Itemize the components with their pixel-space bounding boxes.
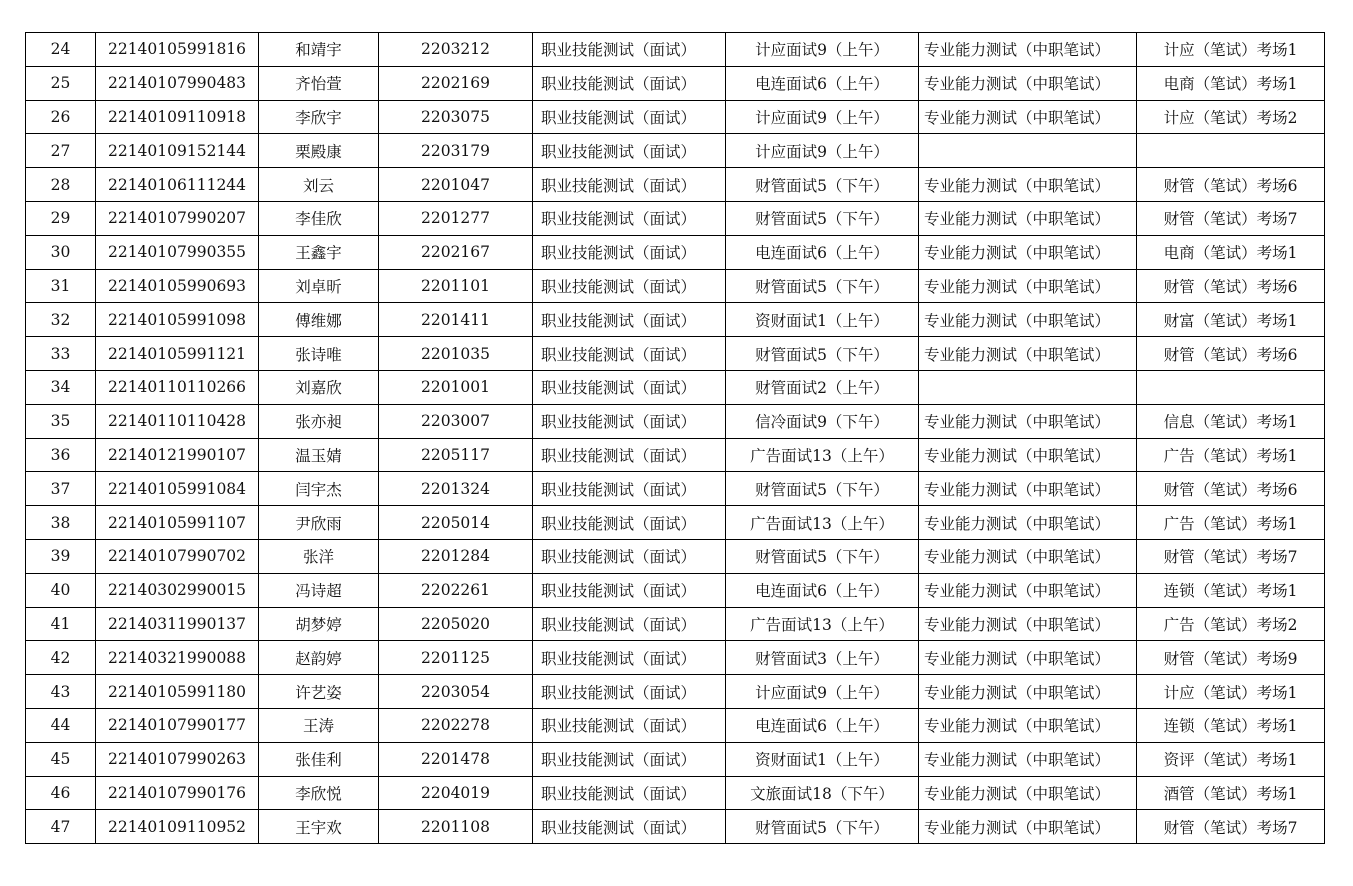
exam-roster-table [25,32,1325,844]
interview-type-cell: 职业技能测试（面试） [533,573,726,607]
interview-type-cell: 职业技能测试（面试） [533,33,726,67]
candidate-id-cell: 22140109152144 [96,134,259,168]
candidate-id-cell: 22140107990207 [96,201,259,235]
row-number-cell: 41 [26,607,96,641]
row-number-cell: 40 [26,573,96,607]
row-number-cell: 33 [26,337,96,371]
row-number-cell: 30 [26,235,96,269]
candidate-id-cell: 22140106111244 [96,168,259,202]
written-test-room-cell: 广告（笔试）考场1 [1137,438,1325,472]
interview-type-cell: 职业技能测试（面试） [533,168,726,202]
name-cell: 闫宇杰 [259,472,379,506]
table-row [26,66,1325,100]
table-row [26,438,1325,472]
interview-type-cell: 职业技能测试（面试） [533,742,726,776]
written-test-type-cell: 专业能力测试（中职笔试） [919,100,1137,134]
row-number-cell: 28 [26,168,96,202]
written-test-room-cell: 计应（笔试）考场1 [1137,675,1325,709]
name-cell: 赵韵婷 [259,641,379,675]
admission-number-cell: 2203075 [379,100,533,134]
name-cell: 尹欣雨 [259,506,379,540]
candidate-id-cell: 22140311990137 [96,607,259,641]
interview-type-cell: 职业技能测试（面试） [533,675,726,709]
interview-type-cell: 职业技能测试（面试） [533,269,726,303]
interview-session-cell: 电连面试6（上午） [726,66,919,100]
name-cell: 胡梦婷 [259,607,379,641]
table-row [26,675,1325,709]
admission-number-cell: 2201047 [379,168,533,202]
interview-type-cell: 职业技能测试（面试） [533,100,726,134]
written-test-room-cell: 电商（笔试）考场1 [1137,235,1325,269]
interview-session-cell: 计应面试9（上午） [726,134,919,168]
interview-session-cell: 广告面试13（上午） [726,438,919,472]
name-cell: 和靖宇 [259,33,379,67]
name-cell: 许艺姿 [259,675,379,709]
written-test-room-cell: 财管（笔试）考场9 [1137,641,1325,675]
table-row [26,742,1325,776]
written-test-type-cell: 专业能力测试（中职笔试） [919,607,1137,641]
candidate-id-cell: 22140107990177 [96,708,259,742]
admission-number-cell: 2201478 [379,742,533,776]
admission-number-cell: 2202169 [379,66,533,100]
table-row [26,539,1325,573]
name-cell: 王涛 [259,708,379,742]
written-test-type-cell: 专业能力测试（中职笔试） [919,810,1137,844]
candidate-id-cell: 22140321990088 [96,641,259,675]
admission-number-cell: 2204019 [379,776,533,810]
interview-type-cell: 职业技能测试（面试） [533,201,726,235]
admission-number-cell: 2201101 [379,269,533,303]
candidate-id-cell: 22140105990693 [96,269,259,303]
written-test-room-cell: 连锁（笔试）考场1 [1137,708,1325,742]
interview-session-cell: 财管面试5（下午） [726,810,919,844]
written-test-room-cell: 财富（笔试）考场1 [1137,303,1325,337]
written-test-room-cell [1137,134,1325,168]
row-number-cell: 45 [26,742,96,776]
written-test-type-cell: 专业能力测试（中职笔试） [919,168,1137,202]
admission-number-cell: 2202167 [379,235,533,269]
written-test-type-cell: 专业能力测试（中职笔试） [919,33,1137,67]
interview-type-cell: 职业技能测试（面试） [533,66,726,100]
row-number-cell: 24 [26,33,96,67]
written-test-room-cell: 财管（笔试）考场7 [1137,810,1325,844]
admission-number-cell: 2203007 [379,404,533,438]
candidate-id-cell: 22140107990702 [96,539,259,573]
row-number-cell: 34 [26,370,96,404]
written-test-room-cell: 信息（笔试）考场1 [1137,404,1325,438]
written-test-room-cell: 财管（笔试）考场6 [1137,168,1325,202]
admission-number-cell: 2201411 [379,303,533,337]
written-test-room-cell: 连锁（笔试）考场1 [1137,573,1325,607]
candidate-id-cell: 22140302990015 [96,573,259,607]
admission-number-cell: 2202261 [379,573,533,607]
candidate-id-cell: 22140105991180 [96,675,259,709]
written-test-type-cell: 专业能力测试（中职笔试） [919,438,1137,472]
interview-session-cell: 财管面试5（下午） [726,168,919,202]
row-number-cell: 29 [26,201,96,235]
table-row [26,100,1325,134]
interview-session-cell: 财管面试5（下午） [726,269,919,303]
name-cell: 张诗唯 [259,337,379,371]
interview-type-cell: 职业技能测试（面试） [533,810,726,844]
candidate-id-cell: 22140105991121 [96,337,259,371]
written-test-type-cell: 专业能力测试（中职笔试） [919,472,1137,506]
interview-session-cell: 电连面试6（上午） [726,708,919,742]
written-test-room-cell: 财管（笔试）考场6 [1137,472,1325,506]
written-test-room-cell: 财管（笔试）考场7 [1137,201,1325,235]
table-row [26,810,1325,844]
candidate-id-cell: 22140107990263 [96,742,259,776]
interview-session-cell: 计应面试9（上午） [726,100,919,134]
interview-session-cell: 电连面试6（上午） [726,235,919,269]
interview-type-cell: 职业技能测试（面试） [533,472,726,506]
table-row [26,168,1325,202]
row-number-cell: 26 [26,100,96,134]
table-row [26,134,1325,168]
row-number-cell: 43 [26,675,96,709]
interview-type-cell: 职业技能测试（面试） [533,506,726,540]
interview-session-cell: 计应面试9（上午） [726,33,919,67]
written-test-type-cell [919,134,1137,168]
interview-type-cell: 职业技能测试（面试） [533,438,726,472]
interview-session-cell: 计应面试9（上午） [726,675,919,709]
written-test-type-cell: 专业能力测试（中职笔试） [919,506,1137,540]
table-row [26,708,1325,742]
interview-type-cell: 职业技能测试（面试） [533,235,726,269]
candidate-id-cell: 22140105991098 [96,303,259,337]
name-cell: 李欣宇 [259,100,379,134]
row-number-cell: 42 [26,641,96,675]
name-cell: 刘卓昕 [259,269,379,303]
row-number-cell: 44 [26,708,96,742]
candidate-id-cell: 22140121990107 [96,438,259,472]
interview-type-cell: 职业技能测试（面试） [533,641,726,675]
written-test-room-cell: 财管（笔试）考场6 [1137,337,1325,371]
name-cell: 温玉婧 [259,438,379,472]
interview-type-cell: 职业技能测试（面试） [533,404,726,438]
candidate-id-cell: 22140105991107 [96,506,259,540]
interview-session-cell: 财管面试5（下午） [726,201,919,235]
table-row [26,303,1325,337]
table-row [26,573,1325,607]
interview-session-cell: 财管面试2（上午） [726,370,919,404]
written-test-type-cell: 专业能力测试（中职笔试） [919,573,1137,607]
row-number-cell: 32 [26,303,96,337]
candidate-id-cell: 22140109110918 [96,100,259,134]
row-number-cell: 46 [26,776,96,810]
admission-number-cell: 2201277 [379,201,533,235]
row-number-cell: 27 [26,134,96,168]
interview-session-cell: 资财面试1（上午） [726,303,919,337]
name-cell: 王鑫宇 [259,235,379,269]
written-test-room-cell: 计应（笔试）考场2 [1137,100,1325,134]
written-test-room-cell: 广告（笔试）考场2 [1137,607,1325,641]
table-row [26,641,1325,675]
written-test-type-cell: 专业能力测试（中职笔试） [919,235,1137,269]
row-number-cell: 37 [26,472,96,506]
interview-session-cell: 财管面试5（下午） [726,337,919,371]
written-test-type-cell: 专业能力测试（中职笔试） [919,708,1137,742]
written-test-type-cell: 专业能力测试（中职笔试） [919,337,1137,371]
interview-session-cell: 广告面试13（上午） [726,506,919,540]
admission-number-cell: 2203179 [379,134,533,168]
admission-number-cell: 2201324 [379,472,533,506]
written-test-type-cell: 专业能力测试（中职笔试） [919,776,1137,810]
written-test-type-cell: 专业能力测试（中职笔试） [919,404,1137,438]
written-test-room-cell: 酒管（笔试）考场1 [1137,776,1325,810]
interview-type-cell: 职业技能测试（面试） [533,776,726,810]
table-row [26,235,1325,269]
admission-number-cell: 2201001 [379,370,533,404]
table-row [26,337,1325,371]
name-cell: 王宇欢 [259,810,379,844]
table-row [26,472,1325,506]
interview-type-cell: 职业技能测试（面试） [533,539,726,573]
name-cell: 李欣悦 [259,776,379,810]
name-cell: 冯诗超 [259,573,379,607]
name-cell: 张亦昶 [259,404,379,438]
candidate-id-cell: 22140107990483 [96,66,259,100]
written-test-type-cell: 专业能力测试（中职笔试） [919,201,1137,235]
candidate-id-cell: 22140110110266 [96,370,259,404]
row-number-cell: 25 [26,66,96,100]
written-test-room-cell [1137,370,1325,404]
row-number-cell: 35 [26,404,96,438]
table-row [26,201,1325,235]
row-number-cell: 36 [26,438,96,472]
written-test-room-cell: 财管（笔试）考场6 [1137,269,1325,303]
table-row [26,33,1325,67]
table-row [26,607,1325,641]
written-test-type-cell [919,370,1137,404]
candidate-id-cell: 22140105991084 [96,472,259,506]
admission-number-cell: 2201284 [379,539,533,573]
admission-number-cell: 2205014 [379,506,533,540]
interview-session-cell: 信冷面试9（下午） [726,404,919,438]
name-cell: 刘云 [259,168,379,202]
admission-number-cell: 2201125 [379,641,533,675]
table-row [26,269,1325,303]
interview-session-cell: 财管面试5（下午） [726,539,919,573]
name-cell: 傅维娜 [259,303,379,337]
written-test-type-cell: 专业能力测试（中职笔试） [919,675,1137,709]
candidate-id-cell: 22140105991816 [96,33,259,67]
written-test-room-cell: 电商（笔试）考场1 [1137,66,1325,100]
admission-number-cell: 2205117 [379,438,533,472]
written-test-type-cell: 专业能力测试（中职笔试） [919,539,1137,573]
row-number-cell: 47 [26,810,96,844]
written-test-room-cell: 计应（笔试）考场1 [1137,33,1325,67]
admission-number-cell: 2205020 [379,607,533,641]
admission-number-cell: 2201108 [379,810,533,844]
interview-type-cell: 职业技能测试（面试） [533,370,726,404]
admission-number-cell: 2203054 [379,675,533,709]
row-number-cell: 31 [26,269,96,303]
name-cell: 齐怡萱 [259,66,379,100]
interview-type-cell: 职业技能测试（面试） [533,134,726,168]
candidate-id-cell: 22140107990176 [96,776,259,810]
table-row [26,776,1325,810]
interview-session-cell: 财管面试5（下午） [726,472,919,506]
interview-type-cell: 职业技能测试（面试） [533,337,726,371]
interview-type-cell: 职业技能测试（面试） [533,303,726,337]
table-row [26,370,1325,404]
admission-number-cell: 2201035 [379,337,533,371]
interview-session-cell: 文旅面试18（下午） [726,776,919,810]
admission-number-cell: 2203212 [379,33,533,67]
name-cell: 栗殿康 [259,134,379,168]
candidate-id-cell: 22140107990355 [96,235,259,269]
name-cell: 张佳利 [259,742,379,776]
roster-body [26,33,1325,844]
written-test-type-cell: 专业能力测试（中职笔试） [919,641,1137,675]
candidate-id-cell: 22140109110952 [96,810,259,844]
written-test-room-cell: 广告（笔试）考场1 [1137,506,1325,540]
interview-type-cell: 职业技能测试（面试） [533,708,726,742]
table-row [26,404,1325,438]
interview-session-cell: 广告面试13（上午） [726,607,919,641]
name-cell: 李佳欣 [259,201,379,235]
name-cell: 张洋 [259,539,379,573]
written-test-type-cell: 专业能力测试（中职笔试） [919,66,1137,100]
interview-type-cell: 职业技能测试（面试） [533,607,726,641]
interview-session-cell: 财管面试3（上午） [726,641,919,675]
written-test-room-cell: 财管（笔试）考场7 [1137,539,1325,573]
table-row [26,506,1325,540]
row-number-cell: 38 [26,506,96,540]
interview-session-cell: 资财面试1（上午） [726,742,919,776]
written-test-type-cell: 专业能力测试（中职笔试） [919,269,1137,303]
row-number-cell: 39 [26,539,96,573]
written-test-room-cell: 资评（笔试）考场1 [1137,742,1325,776]
admission-number-cell: 2202278 [379,708,533,742]
written-test-type-cell: 专业能力测试（中职笔试） [919,742,1137,776]
candidate-id-cell: 22140110110428 [96,404,259,438]
written-test-type-cell: 专业能力测试（中职笔试） [919,303,1137,337]
name-cell: 刘嘉欣 [259,370,379,404]
interview-session-cell: 电连面试6（上午） [726,573,919,607]
